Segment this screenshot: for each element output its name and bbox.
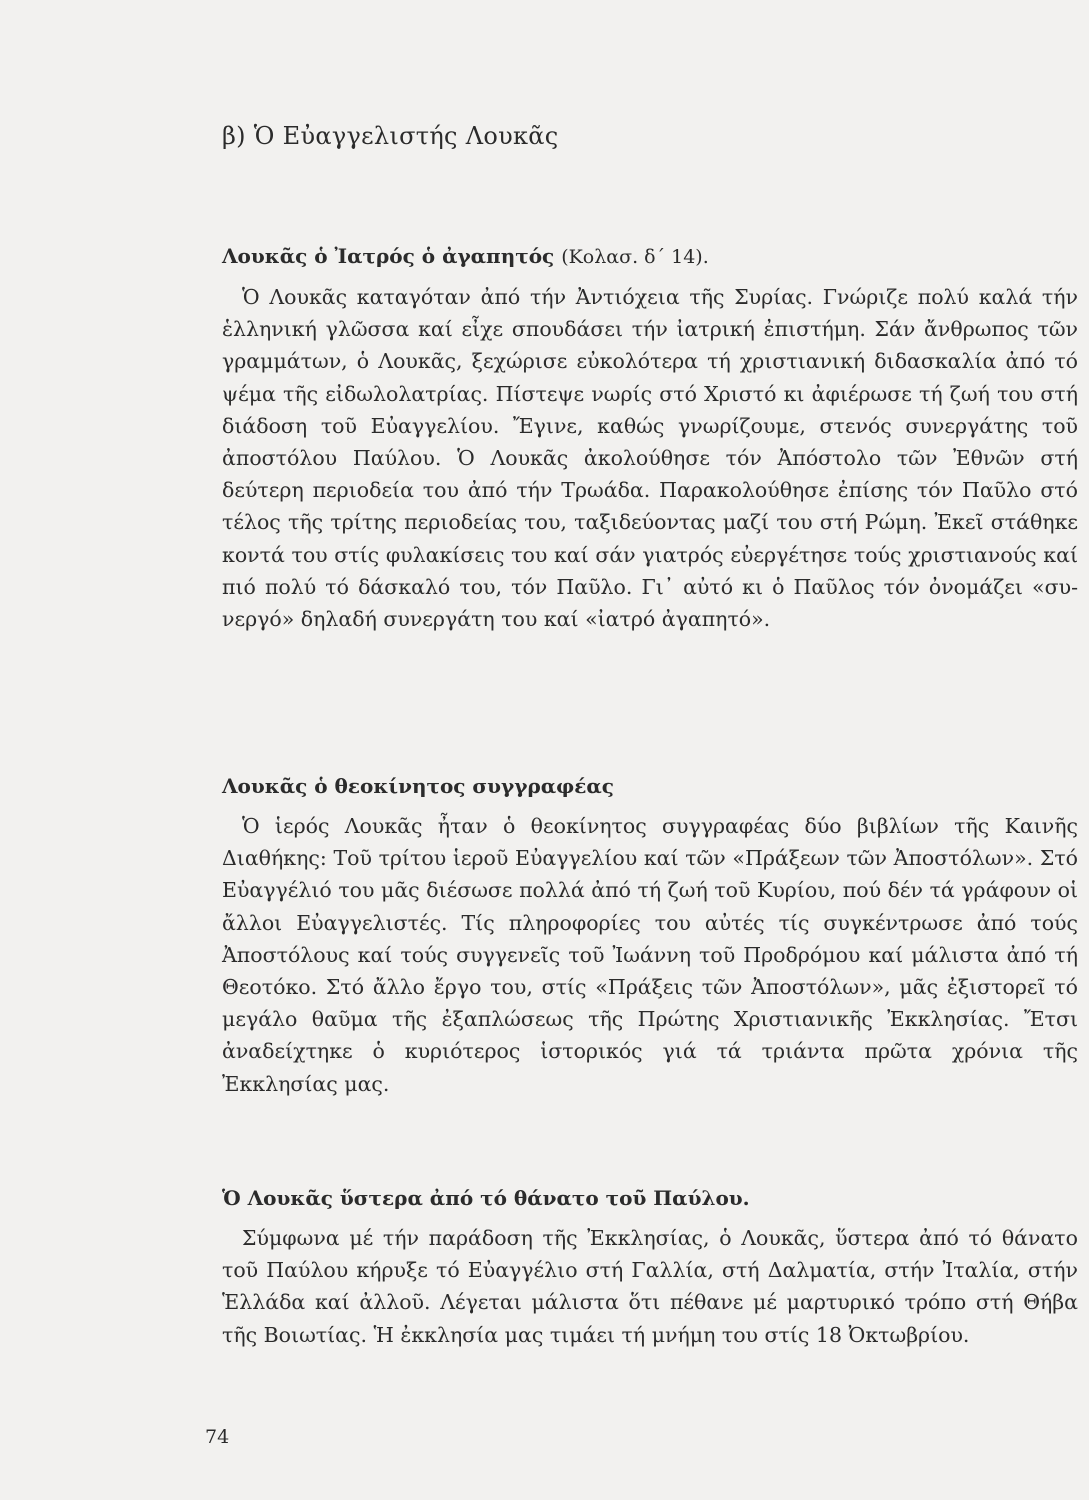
chapter-title: β) Ὁ Εὐαγγελιστής Λουκᾶς xyxy=(222,122,559,150)
scripture-reference: (Κολασ. δ΄ 14). xyxy=(561,246,709,268)
section-luke-after-paul xyxy=(222,1184,1078,1351)
section-heading-text: Λουκᾶς ὁ Ἰατρός ὁ ἀγαπητός xyxy=(222,244,555,268)
section-luke-author xyxy=(222,772,1078,1100)
section-heading-text: Λουκᾶς ὁ θεοκίνητος συγγραφέας xyxy=(222,774,614,798)
section-heading xyxy=(222,772,1078,800)
section-heading xyxy=(222,242,1078,271)
page-number: 74 xyxy=(205,1426,230,1448)
section-paragraph: Ὁ ἱερός Λουκᾶς ἦταν ὁ θεοκίνητος συγγραφέας δύο βιβλίων τῆς Καινῆς Διαθήκης: Τοῦ τρίτου ἱεροῦ Εὐαγγελίου καί τῶν «Πράξεων τῶν Ἀποστόλων». Στό Εὐαγγέλιό του μᾶς διέσωσε πολλά ἀπό τή ζωή τοῦ Κυρίου, πού δέν τά γράφουν οἱ ἄλλοι Εὐαγγελιστές. Τίς πληροφορίες του αὐτές τίς συγκέντρωσε ἀπό τούς Ἀποστόλους καί τούς συγγενεῖς τοῦ Ἰωάννη τοῦ Προδρόμου καί μάλιστα ἀπό τή Θεοτόκο. Στό ἄλλο ἔργο του, στίς «Πράξεις τῶν Ἀποστόλων», μᾶς ἐξιστορεῖ τό μεγάλο θαῦμα τῆς ἐξαπλώσεως τῆς Πρώτης Χριστιανικῆς Ἐκκλησίας. Ἔτσι ἀναδείχτηκε ὁ κυριότερος ἱστορικός γιά τά τριάντα πρῶτα χρόνια τῆς Ἐκκλησίας μας. xyxy=(222,814,1078,1096)
section-luke-physician xyxy=(222,242,1078,635)
section-heading xyxy=(222,1184,1078,1212)
section-heading-text: Ὁ Λουκᾶς ὕστερα ἀπό τό θάνατο τοῦ Παύλου. xyxy=(222,1186,750,1210)
section-paragraph: Ὁ Λουκᾶς καταγόταν ἀπό τήν Ἀντιόχεια τῆς Συρίας. Γνώριζε πολύ καλά τήν ἑλληνική γλῶσσα καί εἶχε σπουδάσει τήν ἰατρική ἐπιστήμη. Σάν ἄνθρωπος τῶν γραμμάτων, ὁ Λουκᾶς, ξεχώρισε εὐκολότερα τή χριστιανική διδασκαλία ἀπό τό ψέμα τῆς εἰδωλολατρίας. Πίστεψε νωρίς στό Χριστό κι ἀφιέρωσε τή ζωή του στή διάδοση τοῦ Εὐαγγελίου. Ἔγινε, καθώς γνωρίζουμε, στενός συνεργάτης τοῦ ἀποστόλου Παύλου. Ὁ Λουκᾶς ἀκολούθησε τόν Ἀπόστολο τῶν Ἐθνῶν στή δεύτερη περιοδεία του ἀπό τήν Τρωάδα. Παρακολούθησε ἐπίσης τόν Παῦλο στό τέλος τῆς τρίτης περιοδείας του, ταξιδεύοντας μαζί του στή Ρώμη. Ἐκεῖ στάθηκε κοντά του στίς φυλακίσεις του καί σάν γιατρός εὐεργέτησε τούς χριστιανούς καί πιό πολύ τό δάσκαλό του, τόν Παῦλο. Γι᾿ αὐτό κι ὁ Παῦλος τόν ὀνομάζει «συνεργό» δηλαδή συνεργάτη του καί «ἰατρό ἀγαπητό». xyxy=(222,285,1078,632)
section-paragraph: Σύμφωνα μέ τήν παράδοση τῆς Ἐκκλησίας, ὁ Λουκᾶς, ὕστερα ἀπό τό θάνατο τοῦ Παύλου κήρυξε τό Εὐαγγέλιο στή Γαλλία, στή Δαλματία, στήν Ἰταλία, στήν Ἑλλάδα καί ἀλλοῦ. Λέγεται μάλιστα ὅτι πέθανε μέ μαρτυρικό τρόπο στή Θήβα τῆς Βοιωτίας. Ἡ ἐκκλησία μας τιμάει τή μνήμη του στίς 18 Ὀκτωβρίου. xyxy=(222,1226,1078,1347)
